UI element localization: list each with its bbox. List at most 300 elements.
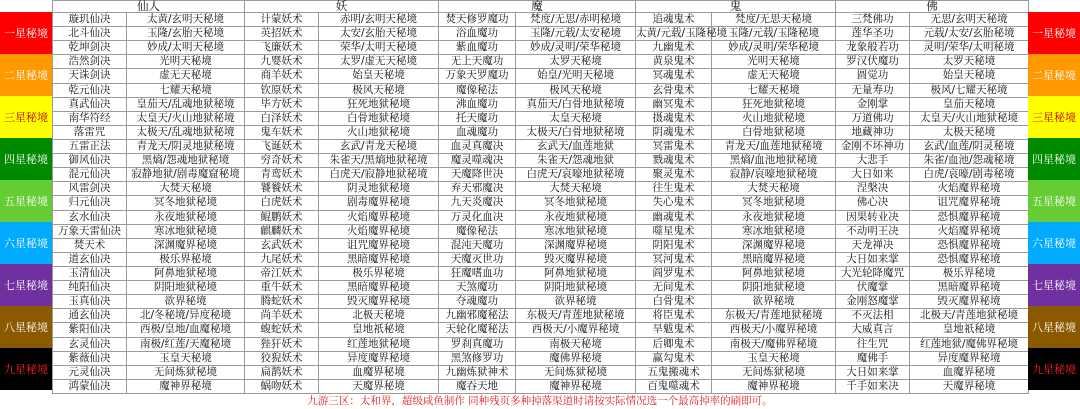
skill-name-cell: 地藏神功 [836, 125, 910, 139]
realm-source-cell: 玉皇天秘境 [712, 351, 836, 365]
star-band-label: 七星秘境 [0, 264, 52, 306]
realm-source-cell: 阿鼻地狱秘境 [127, 266, 245, 280]
realm-source-cell: 妙成/太明天秘境 [127, 41, 245, 55]
realm-source-cell: 诅咒魔界秘境 [319, 238, 439, 252]
realm-source-cell: 冥冬地狱秘境 [712, 196, 836, 210]
table-row [53, 55, 1029, 69]
skill-name-cell: 混沌天魔功 [439, 238, 516, 252]
realm-source-cell: 南极/红莲/天魔秘境 [127, 337, 245, 351]
realm-source-cell: 火焰魔界秘境 [319, 224, 439, 238]
realm-source-cell: 极乐界秘境 [127, 252, 245, 266]
skill-name-cell: 九幽邪魔秘法 [439, 309, 516, 323]
realm-source-cell: 七耀天秘境 [712, 83, 836, 97]
skill-name-cell: 青鸾妖术 [245, 168, 319, 182]
skill-name-cell: 玉真仙决 [53, 295, 127, 309]
skill-name-cell: 焚天修罗魔功 [439, 13, 516, 27]
realm-source-cell: 虚无天秘境 [127, 69, 245, 83]
skill-name-cell: 戮魂鬼术 [636, 154, 712, 168]
realm-source-cell: 灵明/荣华/太明秘境 [910, 41, 1029, 55]
star-band-label: 五星秘境 [0, 180, 52, 222]
realm-source-cell: 大焚天秘境 [127, 182, 245, 196]
skill-name-cell: 焚天术 [53, 238, 127, 252]
realm-source-cell: 毁灭魔界秘境 [319, 295, 439, 309]
realm-source-cell: 魔神界秘境 [712, 379, 836, 393]
realm-source-cell: 太极天秘境 [910, 125, 1029, 139]
realm-source-cell: 七耀天秘境 [127, 83, 245, 97]
skill-name-cell: 乾坤剑决 [53, 41, 127, 55]
realm-source-cell: 太皇天/火山地狱秘境 [127, 111, 245, 125]
table-row [53, 224, 1029, 238]
skill-name-cell: 阎罗鬼术 [636, 266, 712, 280]
realm-source-cell: 欲界秘境 [127, 295, 245, 309]
star-band-label: 五星秘境 [1028, 180, 1080, 222]
realm-source-cell: 永夜地狱秘境 [127, 210, 245, 224]
skill-name-cell: 大威真言 [836, 323, 910, 337]
skill-name-cell: 百鬼噬魂术 [636, 379, 712, 393]
skill-name-cell: 冥魂鬼术 [636, 69, 712, 83]
realm-source-cell: 太极天/乱魂地狱秘境 [127, 125, 245, 139]
table-row [53, 309, 1029, 323]
skill-name-cell: 白泽妖术 [245, 111, 319, 125]
skill-name-cell: 狴犴妖术 [245, 337, 319, 351]
table-row [53, 168, 1029, 182]
table-row [53, 238, 1029, 252]
table-row [53, 351, 1029, 365]
skill-name-cell: 归元仙决 [53, 196, 127, 210]
table-row [53, 196, 1029, 210]
star-band-label: 六星秘境 [1028, 222, 1080, 264]
skill-name-cell: 混元仙决 [53, 168, 127, 182]
realm-source-cell: 寂静地狱/剧毒魔窟秘境 [127, 168, 245, 182]
skill-name-cell: 万象天罗魔功 [439, 69, 516, 83]
skill-name-cell: 摄魂鬼术 [636, 111, 712, 125]
realm-source-cell: 玉皇天秘境 [127, 351, 245, 365]
skill-name-cell: 后卿鬼术 [636, 337, 712, 351]
skill-name-cell: 九天炎魔决 [439, 196, 516, 210]
star-band-label: 四星秘境 [0, 138, 52, 180]
realm-source-cell: 光明天秘境 [712, 55, 836, 69]
realm-source-cell: 阿鼻地狱秘境 [712, 266, 836, 280]
realm-source-cell: 玄武/青龙天秘境 [319, 139, 439, 153]
skill-name-cell: 通玄仙决 [53, 309, 127, 323]
skill-name-cell: 穷奇妖术 [245, 154, 319, 168]
skill-name-cell: 狂魔嗜血功 [439, 266, 516, 280]
footer-note: 九游三区：太和界，超级咸鱼制作 同种残页多种掉落渠道时请按实际情况选一个最高掉率的刷即可。 [307, 395, 773, 407]
skill-name-cell: 伏魔掌 [836, 281, 910, 295]
skill-name-cell: 太黄/元载/玉隆秘境 [636, 27, 728, 40]
table-row [53, 210, 1029, 224]
skill-name-cell: 天诛剑诀 [53, 69, 127, 83]
realm-source-cell: 始皇/光明天秘境 [516, 69, 636, 83]
skill-name-cell: 三梵佛功 [836, 13, 910, 27]
skill-name-cell: 冥河鬼术 [636, 252, 712, 266]
header-row [53, 1, 1029, 13]
realm-source-cell: 剧毒魔界秘境 [319, 196, 439, 210]
skill-name-cell: 金刚掌 [836, 97, 910, 111]
realm-source-cell: 极乐界秘境 [910, 266, 1029, 280]
realm-source-cell: 火焰魔界秘境 [910, 224, 1029, 238]
realm-source-cell: 阴阳地狱秘境 [712, 281, 836, 295]
skill-name-cell: 莲华圣功 [836, 27, 910, 41]
realm-source-cell: 东极天/青莲地狱秘境 [516, 309, 636, 323]
skill-name-cell: 落雷咒 [53, 125, 127, 139]
skill-name-cell: 旱魃鬼术 [636, 323, 712, 337]
realm-source-cell: 虚无天秘境 [712, 69, 836, 83]
realm-source-cell: 寒冰地狱秘境 [712, 224, 836, 238]
skill-name-cell: 万象天雷仙决 [53, 224, 127, 238]
realm-source-cell: 狂死地狱秘境 [712, 97, 836, 111]
realm-source-cell: 深渊魔界秘境 [127, 238, 245, 252]
skill-name-cell: 不灭法相 [836, 309, 910, 323]
table-row [53, 83, 1029, 97]
skill-name-cell: 聚灵鬼术 [636, 168, 712, 182]
realm-source-cell: 皇地祇秘境 [319, 323, 439, 337]
skill-name-cell: 黑煞修罗功 [439, 351, 516, 365]
realm-source-cell: 朱雀/血池/怨魂秘境 [910, 154, 1029, 168]
realm-source-cell: 白虎天/寂静地狱秘境 [319, 168, 439, 182]
realm-source-cell: 太罗天秘境 [910, 55, 1029, 69]
realm-source-cell: 太皇天/火山地狱秘境 [910, 111, 1029, 125]
skill-name-cell: 天魔灭世功 [439, 252, 516, 266]
star-band-label: 一星秘境 [1028, 12, 1080, 54]
skill-name-cell: 血灵真魔决 [439, 139, 516, 153]
realm-source-cell: 始皇天秘境 [910, 69, 1029, 83]
realm-source-cell: 阴阳地狱秘境 [127, 281, 245, 295]
skill-name-cell: 将臣鬼术 [636, 309, 712, 323]
star-band-label: 七星秘境 [1028, 264, 1080, 306]
realm-source-cell: 始皇天秘境 [319, 69, 439, 83]
star-band-label: 三星秘境 [1028, 96, 1080, 138]
realm-source-cell: 太安/玄胎天秘境 [319, 27, 439, 41]
realm-source-cell: 寒冰地狱秘境 [516, 224, 636, 238]
skill-name-cell: 鬼车妖术 [245, 125, 319, 139]
skill-name-cell: 元灵仙决 [53, 365, 127, 379]
skill-name-cell: 浴血魔功 [439, 27, 516, 41]
realm-source-cell: 太极天/白骨地狱秘境 [516, 125, 636, 139]
skill-name-cell: 金刚怒魔掌 [836, 295, 910, 309]
realm-source-cell: 白虎/哀嚎/剧毒秘境 [910, 168, 1029, 182]
skill-name-cell: 佛心决 [836, 196, 910, 210]
realm-source-cell: 恐惧魔界秘境 [910, 238, 1029, 252]
skill-name-cell: 英招妖术 [245, 27, 319, 41]
realm-source-cell: 阴阳地狱秘境 [516, 281, 636, 295]
realm-source-cell: 无间炼狱秘境 [516, 365, 636, 379]
skill-name-cell: 魔灵噬魂决 [439, 154, 516, 168]
realm-source-cell: 朱雀天/黑熵地狱秘境 [319, 154, 439, 168]
skill-name-cell: 往生鬼术 [636, 182, 712, 196]
skill-name-cell: 玄灵仙决 [53, 337, 127, 351]
skill-name-cell: 玄武妖术 [245, 238, 319, 252]
skill-name-cell: 计蒙妖术 [245, 13, 319, 27]
skill-name-cell: 不动明王决 [836, 224, 910, 238]
realm-source-cell: 大焚天秘境 [516, 182, 636, 196]
realm-source-cell: 西极天/小魔界秘境 [516, 323, 636, 337]
realm-source-cell: 无思/玄明天秘境 [910, 13, 1029, 27]
skill-name-cell: 噬星鬼术 [636, 224, 712, 238]
realm-source-cell: 极风天秘境 [319, 83, 439, 97]
realm-source-cell: 北/冬秘境/异度秘境 [127, 309, 245, 323]
realm-source-cell: 阿鼻地狱秘境 [516, 266, 636, 280]
skill-name-cell: 万道佛功 [836, 111, 910, 125]
skill-name-cell: 九尾妖术 [245, 252, 319, 266]
skill-name-cell: 无上天魔功 [439, 55, 516, 69]
skill-name-cell: 大光轮降魔咒 [836, 266, 910, 280]
skill-name-cell: 蜗吻妖术 [245, 379, 319, 393]
realm-source-cell: 皇地祇秘境 [910, 323, 1029, 337]
realm-source-cell: 天魔界秘境 [910, 379, 1029, 393]
skill-name-cell: 道玄仙决 [53, 252, 127, 266]
realm-source-cell: 太皇天秘境 [516, 111, 636, 125]
realm-source-cell: 皇茄天/乱魂地狱秘境 [127, 97, 245, 111]
skill-name-cell: 麒麟妖术 [245, 224, 319, 238]
realm-source-cell: 皇茄天秘境 [910, 97, 1029, 111]
table-row [53, 337, 1029, 351]
realm-source-cell: 毁灭魔界秘境 [516, 252, 636, 266]
star-band-label: 四星秘境 [1028, 138, 1080, 180]
realm-source-cell: 白虎天/哀嚎地狱秘境 [516, 168, 636, 182]
realm-source-cell: 恐惧魔界秘境 [910, 210, 1029, 224]
realm-source-cell: 赤明/玄明天秘境 [319, 13, 439, 27]
realm-source-cell: 北极天秘境 [319, 309, 439, 323]
realm-source-cell: 太黄/玄明天秘境 [127, 13, 245, 27]
realm-source-cell: 寂静/哀嚎地狱秘境 [712, 168, 836, 182]
skill-name-cell: 幽冥鬼术 [636, 97, 712, 111]
skill-name-cell: 五鬼搬魂术 [636, 365, 712, 379]
table-row [53, 323, 1029, 337]
skill-name-cell: 弃天邪魔决 [439, 182, 516, 196]
skill-name-cell: 玄水仙决 [53, 210, 127, 224]
skill-name-cell: 大日如来掌 [836, 252, 910, 266]
realm-source-cell: 冥冬地狱秘境 [516, 196, 636, 210]
skill-name-cell: 五雷正法 [53, 139, 127, 153]
header-mo: 魔 [439, 1, 636, 13]
realm-source-cell: 毁灭魔界秘境 [910, 295, 1029, 309]
skill-name-cell: 浩然剑决 [53, 55, 127, 69]
realm-source-cell: 黑熵/血池地狱秘境 [712, 154, 836, 168]
skill-name-cell: 魔佛手 [836, 351, 910, 365]
realm-source-cell: 妙成/灵明/荣华秘境 [516, 41, 636, 55]
skill-name-cell: 钦原妖术 [245, 83, 319, 97]
realm-source-cell: 火焰魔界秘境 [319, 210, 439, 224]
table-row [53, 97, 1029, 111]
skill-name-cell: 鲲鹏妖术 [245, 210, 319, 224]
skill-name-cell: 紫血魔功 [439, 41, 516, 55]
realm-source-cell: 深渊魔界秘境 [516, 238, 636, 252]
realm-source-cell: 梵度/无思/赤明秘境 [516, 13, 636, 27]
skill-name-cell: 黄泉鬼术 [636, 55, 712, 69]
realm-source-cell: 狂死地狱秘境 [319, 97, 439, 111]
skill-name-cell: 蝮蛇妖术 [245, 323, 319, 337]
table-row [53, 266, 1029, 280]
table-row [53, 13, 1029, 27]
table-row [53, 125, 1029, 139]
skill-name-cell: 腾蛇妖术 [245, 295, 319, 309]
skill-name-cell: 商羊妖术 [245, 69, 319, 83]
realm-source-cell: 深渊魔界秘境 [712, 238, 836, 252]
skill-name-cell: 冥雷鬼术 [636, 139, 712, 153]
skill-name-cell: 白骨鬼术 [636, 295, 712, 309]
realm-source-cell: 玉隆/玄胎天秘境 [127, 27, 245, 41]
skill-name-cell: 尚羊妖术 [245, 309, 319, 323]
realm-source-cell: 太罗/虚无天秘境 [319, 55, 439, 69]
realm-source-cell: 黑暗魔界秘境 [910, 281, 1029, 295]
skill-name-cell: 赢勾鬼术 [636, 351, 712, 365]
realm-source-cell: 白骨地狱秘境 [712, 125, 836, 139]
skill-name-cell: 万灵化血决 [439, 210, 516, 224]
skill-name-cell: 玉清仙决 [53, 266, 127, 280]
skill-name-cell: 魔吞天地 [439, 379, 516, 393]
realm-source-cell: 恐惧魔界秘境 [910, 252, 1029, 266]
skill-name-cell: 幽魂鬼术 [636, 210, 712, 224]
skill-name-cell: 重牛妖术 [245, 281, 319, 295]
skill-name-cell: 风雷剑决 [53, 182, 127, 196]
header-yao: 妖 [245, 1, 439, 13]
table-row [53, 252, 1029, 266]
realm-source-cell: 玄武天/血莲地狱 [516, 139, 636, 153]
skill-name-cell: 天煞魔功 [439, 281, 516, 295]
skill-name-cell: 天魔降世决 [439, 168, 516, 182]
realm-source-cell: 西极/皇地/血魔秘境 [127, 323, 245, 337]
realm-source-cell: 黑暗魔界秘境 [319, 252, 439, 266]
realm-source-cell: 火焰魔界秘境 [910, 182, 1029, 196]
skill-name-cell: 狡猊妖术 [245, 351, 319, 365]
skill-name-cell: 乾元仙决 [53, 83, 127, 97]
skill-name-cell: 失心鬼术 [636, 196, 712, 210]
realm-source-cell: 南极天/魔佛界秘境 [712, 337, 836, 351]
realm-source-cell: 玄武/血莲/阴灵秘境 [910, 139, 1029, 153]
realm-source-cell: 元载/太安/玄胎秘境 [910, 27, 1029, 41]
header-xianren: 仙人 [53, 1, 245, 13]
skill-name-cell: 阴阳鬼术 [636, 238, 712, 252]
skill-name-cell: 无间鬼术 [636, 281, 712, 295]
skill-name-cell: 鸿蒙仙决 [53, 379, 127, 393]
realm-source-cell: 黑熵/怨魂地狱秘境 [127, 154, 245, 168]
skill-name-cell: 饕餮妖术 [245, 182, 319, 196]
skill-name-cell: 大日如来 [836, 168, 910, 182]
header-gui: 鬼 [636, 1, 836, 13]
skill-name-cell: 涅槃决 [836, 182, 910, 196]
realm-source-cell: 阴灵地狱秘境 [319, 182, 439, 196]
skill-name-cell: 飞廉妖术 [245, 41, 319, 55]
realm-source-cell: 东极天/青莲地狱秘境 [712, 309, 836, 323]
skill-name-cell: 魔像秘法 [439, 83, 516, 97]
skill-name-cell: 御风仙决 [53, 154, 127, 168]
realm-source-cell: 红莲地狱/魔佛界秘境 [910, 337, 1029, 351]
skill-name-cell: 沸血魔功 [439, 97, 516, 111]
star-band-label: 二星秘境 [0, 54, 52, 96]
realm-source-cell: 血魔界秘境 [319, 365, 439, 379]
realm-source-cell: 荣华/太明天秘境 [319, 41, 439, 55]
realm-source-cell: 南极天秘境 [516, 337, 636, 351]
realm-source-cell: 黑暗魔界秘境 [712, 252, 836, 266]
skill-name-cell: 往生咒 [836, 337, 910, 351]
star-band-label: 八星秘境 [1028, 306, 1080, 348]
star-band-label: 二星秘境 [1028, 54, 1080, 96]
table-row [53, 111, 1029, 125]
table-row [53, 69, 1029, 83]
realm-source-cell: 魔神界秘境 [516, 379, 636, 393]
table-row [53, 281, 1029, 295]
realm-source-cell: 无间炼狱秘境 [712, 365, 836, 379]
skill-name-cell: 毕方妖术 [245, 97, 319, 111]
realm-source-cell: 大焚天秘境 [712, 182, 836, 196]
realm-source-cell: 青龙天/阴灵地狱秘境 [127, 139, 245, 153]
realm-source-cell: 诅咒魔界秘境 [910, 196, 1029, 210]
table-row [53, 379, 1029, 393]
realm-source-cell: 无间炼狱秘境 [127, 365, 245, 379]
skill-name-cell: 龙象般若功 [836, 41, 910, 55]
realm-source-cell: 欲界秘境 [516, 295, 636, 309]
realm-source-cell: 青龙天/血莲地狱秘境 [712, 139, 836, 153]
skill-name-cell: 北斗仙决 [53, 27, 127, 41]
star-band-label: 六星秘境 [0, 222, 52, 264]
realm-source-cell: 真茄天/白骨地狱秘境 [516, 97, 636, 111]
skill-name-cell: 玄骨鬼术 [636, 83, 712, 97]
realm-source-cell: 永夜地狱秘境 [712, 210, 836, 224]
star-band-label: 一星秘境 [0, 12, 52, 54]
skill-name-cell: 紫阳仙决 [53, 323, 127, 337]
skill-name-cell: 九幽鬼术 [636, 41, 712, 55]
realm-source-cell: 寒冰地狱秘境 [127, 224, 245, 238]
realm-source-cell: 红莲地狱秘境 [319, 337, 439, 351]
realm-source-cell: 火山地狱秘境 [319, 125, 439, 139]
skill-name-cell: 血魂魔功 [439, 125, 516, 139]
realm-source-cell: 白骨地狱秘境 [319, 111, 439, 125]
skill-name-cell: 璇玑仙决 [53, 13, 127, 27]
realm-source-cell: 北极天/青莲地狱秘境 [910, 309, 1029, 323]
realm-source-cell: 太罗天秘境 [516, 55, 636, 69]
realm-source-cell: 妙成/灵明/荣华秘境 [712, 41, 836, 55]
skill-name-cell: 帝江妖术 [245, 266, 319, 280]
realm-source-cell: 天魔界秘境 [319, 379, 439, 393]
realm-source-cell: 极风/七耀天秘境 [910, 83, 1029, 97]
realm-source-cell: 梵度/无思天秘境 [712, 13, 836, 27]
skill-name-cell: 追魂鬼术 [636, 13, 712, 27]
skill-name-cell: 真武仙决 [53, 97, 127, 111]
skill-name-cell: 天轮化魔秘法 [439, 323, 516, 337]
skill-name-cell: 托天魔功 [439, 111, 516, 125]
table-row [53, 365, 1029, 379]
skill-name-cell: 罗汉伏魔功 [836, 55, 910, 69]
skill-name-cell: 因果转业决 [836, 210, 910, 224]
skill-name-cell: 魔像秘法 [439, 224, 516, 238]
realm-source-cell: 黑暗魔界秘境 [319, 281, 439, 295]
skill-name-cell: 九婴妖术 [245, 55, 319, 69]
realm-source-cell: 冥冬地狱秘境 [127, 196, 245, 210]
realm-source-cell: 光明天秘境 [127, 55, 245, 69]
skill-name-cell: 罗刹真魔功 [439, 337, 516, 351]
skill-name-cell: 九幽炼狱神术 [439, 365, 516, 379]
skill-name-cell: 纯阳仙决 [53, 281, 127, 295]
table-row [53, 295, 1029, 309]
realm-source-cell: 魔神界秘境 [127, 379, 245, 393]
realm-source-cell: 血魔界秘境 [910, 365, 1029, 379]
skill-name-cell: 圆觉功 [836, 69, 910, 83]
skill-name-cell: 大悲手 [836, 154, 910, 168]
realm-source-cell: 永夜地狱秘境 [516, 210, 636, 224]
table-row [53, 182, 1029, 196]
star-band-label: 九星秘境 [1028, 348, 1080, 390]
table-row [53, 154, 1029, 168]
star-band-label: 八星秘境 [0, 306, 52, 348]
realm-source-cell: 欲界秘境 [712, 295, 836, 309]
realm-source-cell: 朱雀天/怨魂地狱 [516, 154, 636, 168]
realm-source-cell: 异度魔界秘境 [319, 351, 439, 365]
skill-name-cell: 天龙禅决 [836, 238, 910, 252]
star-band-label: 三星秘境 [0, 96, 52, 138]
skill-name-cell: 紫薇仙决 [53, 351, 127, 365]
skill-name-cell: 金刚不坏神功 [836, 139, 910, 153]
